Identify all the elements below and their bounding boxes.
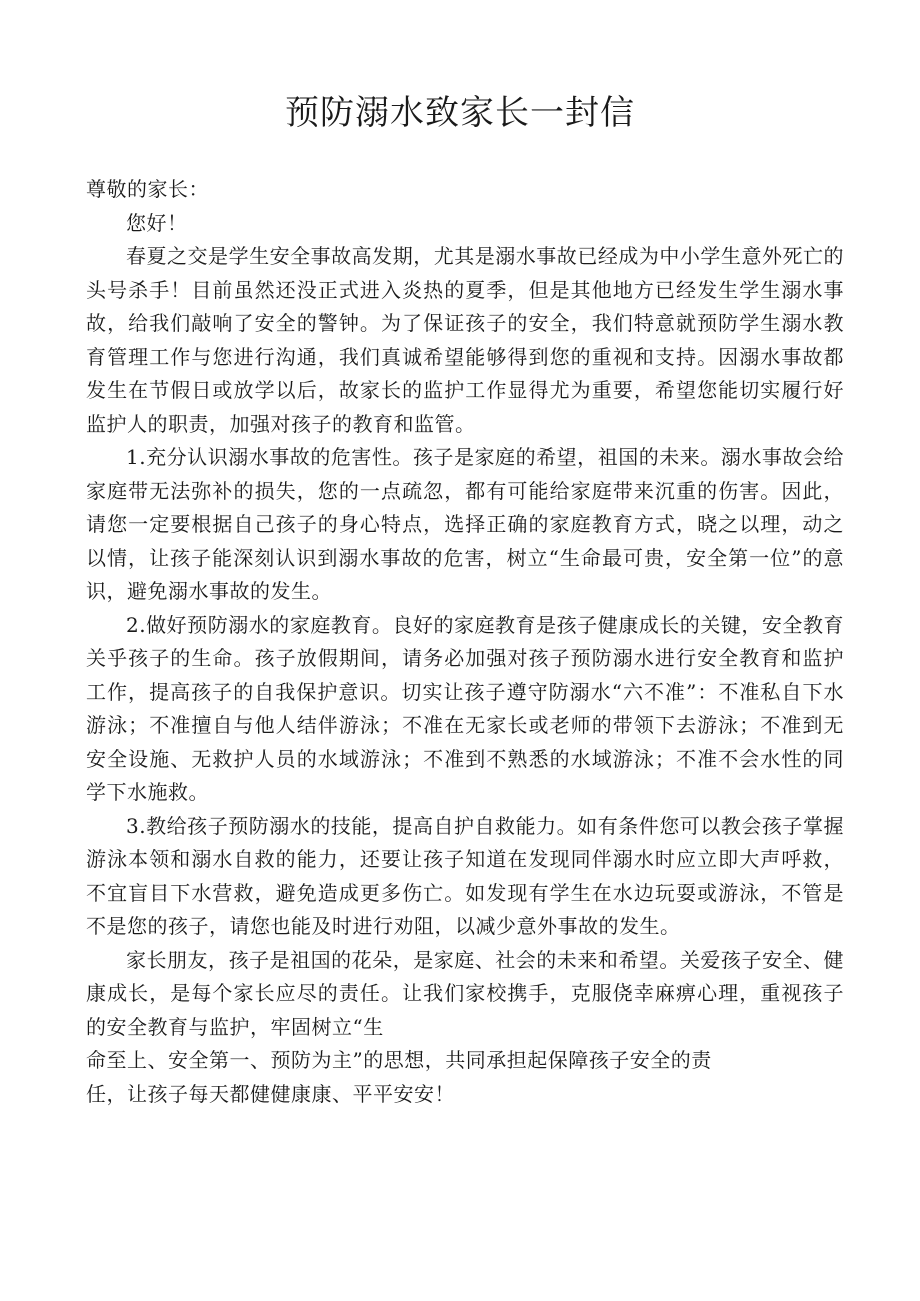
paragraph-point-3: 3.教给孩子预防溺水的技能，提高自护自救能力。如有条件您可以教会孩子掌握游泳本领和溺水自救的能力，还要让孩子知道在发现同伴溺水时应立即大声呼救，不宜盲目下水营救，避免造成更多伤亡。如发现有学生在水边玩耍或游泳，不管是不是您的孩子，请您也能及时进行劝阻，以减少意外事故的发生。 [86, 813, 844, 938]
greeting: 您好！ [126, 210, 188, 235]
closing-line-2: 任，让孩子每天都健健康康、平平安安！ [86, 1081, 455, 1106]
paragraph-point-2: 2.做好预防溺水的家庭教育。良好的家庭教育是孩子健康成长的关键，安全教育关乎孩子的生命。孩子放假期间，请务必加强对孩子预防溺水进行安全教育和监护工作，提高孩子的自我保护意识。切实让孩子遵守防溺水“六不准”：不准私自下水游泳；不准擅自与他人结伴游泳；不准在无家长或老师的带领下去游泳；不准到无安全设施、无救护人员的水域游泳；不准到不熟悉的水域游泳；不准不会水性的同学下水施救。 [86, 612, 844, 804]
paragraph-point-1: 1.充分认识溺水事故的危害性。孩子是家庭的希望，祖国的未来。溺水事故会给家庭带无法弥补的损失，您的一点疏忽，都有可能给家庭带来沉重的伤害。因此，请您一定要根据自己孩子的身心特点，选择正确的家庭教育方式，晓之以理，动之以情，让孩子能深刻认识到溺水事故的危害，树立“生命最可贵，安全第一位”的意识，避免溺水事故的发生。 [86, 445, 844, 603]
paragraph-intro: 春夏之交是学生安全事故高发期，尤其是溺水事故已经成为中小学生意外死亡的头号杀手！目前虽然还没正式进入炎热的夏季，但是其他地方已经发生学生溺水事故，给我们敲响了安全的警钟。为了保证孩子的安全，我们特意就预防学生溺水教育管理工作与您进行沟通，我们真诚希望能够得到您的重视和支持。因溺水事故都发生在节假日或放学以后，故家长的监护工作显得尤为重要，希望您能切实履行好监护人的职责，加强对孩子的教育和监管。 [86, 244, 844, 436]
document-title: 预防溺水致家长一封信 [285, 93, 635, 133]
paragraph-closing: 家长朋友，孩子是祖国的花朵，是家庭、社会的未来和希望。关爱孩子安全、健康成长，是每个家长应尽的责任。让我们家校携手，克服侥幸麻痹心理，重视孩子的安全教育与监护，牢固树立“生 [86, 947, 844, 1039]
salutation: 尊敬的家长： [86, 177, 209, 201]
closing-line-1: 命至上、安全第一、预防为主”的思想，共同承担起保障孩子安全的责 [86, 1048, 712, 1072]
letter-body [86, 173, 844, 1111]
